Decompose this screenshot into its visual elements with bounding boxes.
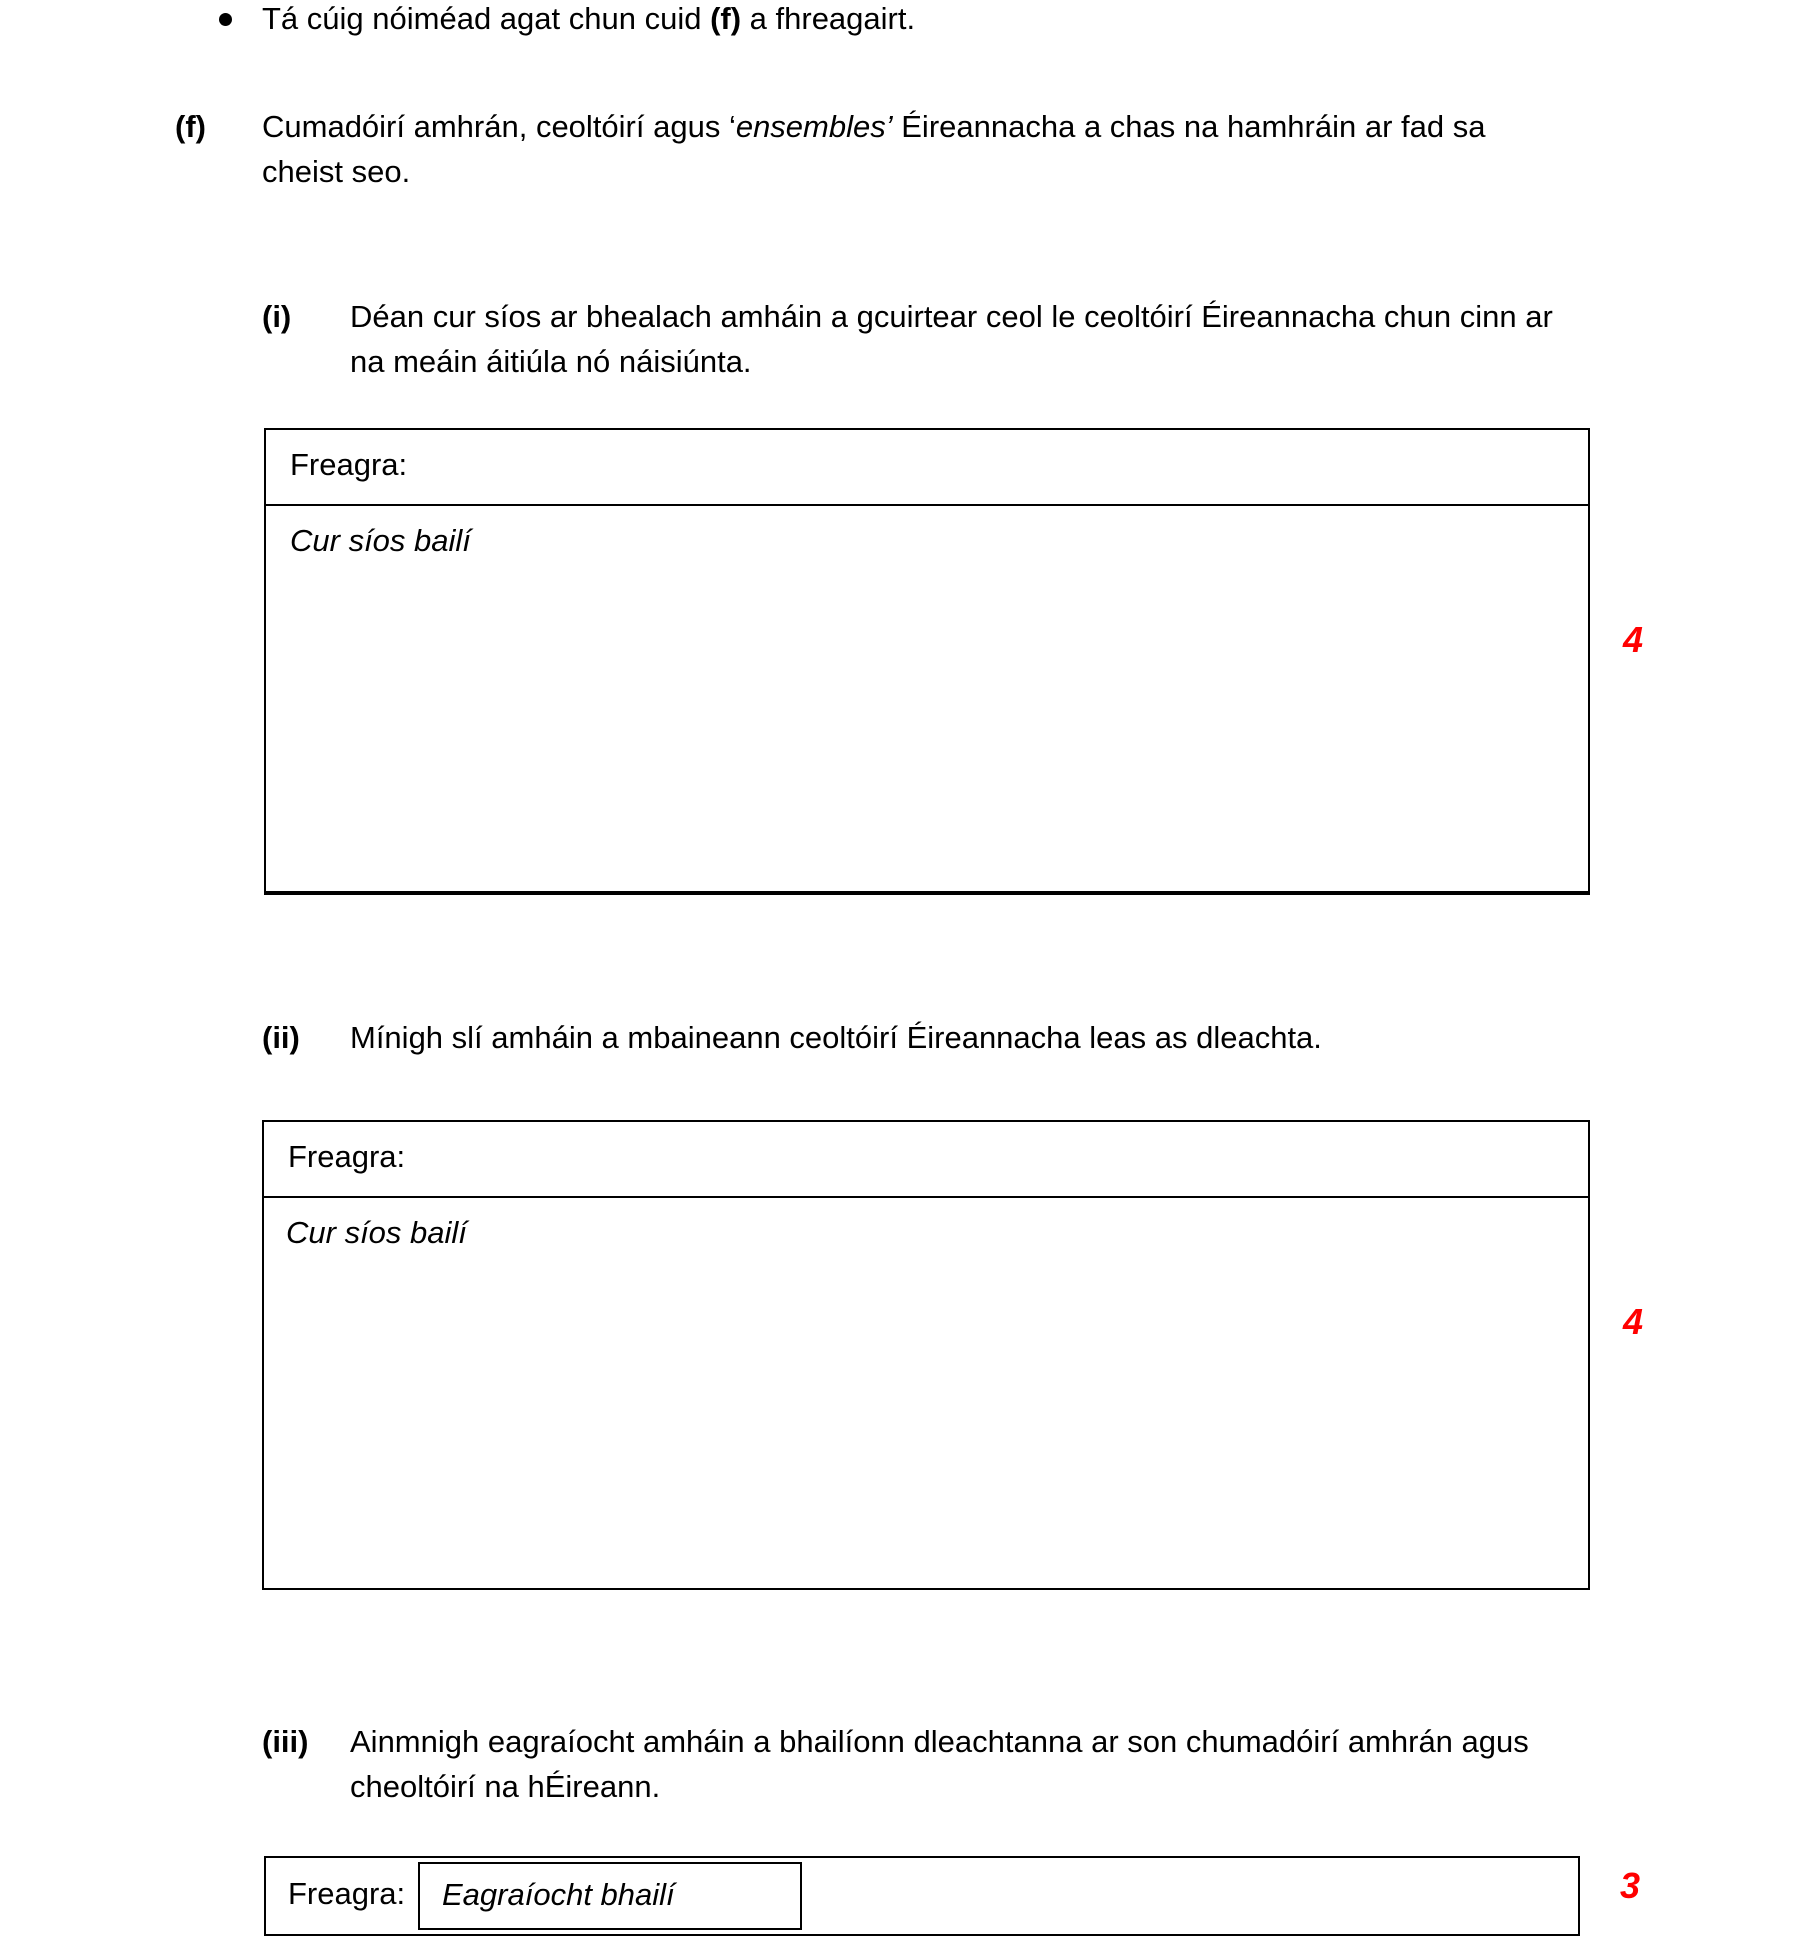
instruction-suffix: a fhreagairt.	[741, 1, 916, 36]
question-iii-label: (iii)	[262, 1724, 309, 1759]
part-f-intro-before: Cumadóirí amhrán, ceoltóirí agus ‘	[262, 109, 736, 144]
part-f-intro-italic: ensembles’	[735, 109, 893, 144]
marks-ii: 4	[1622, 1301, 1644, 1342]
answer-label: Freagra:	[288, 1139, 406, 1174]
answer-box-ii[interactable]	[262, 1120, 1590, 1590]
question-i-text-line2: na meáin áitiúla nó náisiúnta.	[350, 344, 752, 379]
answer-box-iii[interactable]	[264, 1856, 1580, 1936]
part-f-intro-line1	[262, 104, 1485, 149]
question-i-label: (i)	[262, 299, 292, 334]
marks-i: 4	[1622, 619, 1644, 660]
question-iii-text-line1: Ainmnigh eagraíocht amháin a bhailíonn dleachtanna ar son chumadóirí amhrán agus	[350, 1724, 1529, 1759]
answer-hint: Eagraíocht bhailí	[442, 1877, 675, 1912]
question-ii-label: (ii)	[262, 1020, 300, 1055]
question-i-text-line1: Déan cur síos ar bhealach amháin a gcuirtear ceol le ceoltóirí Éireannacha chun cinn ar	[350, 299, 1553, 334]
instruction-text	[262, 0, 915, 41]
answer-box-i[interactable]	[264, 428, 1590, 895]
answer-hint: Cur síos bailí	[290, 523, 471, 558]
part-f-label: (f)	[175, 109, 206, 144]
answer-box-i-header	[266, 430, 1588, 506]
instruction-part-ref: (f)	[710, 1, 742, 36]
answer-hint: Cur síos bailí	[286, 1215, 467, 1250]
answer-label: Freagra:	[288, 1876, 406, 1911]
part-f-intro-line2: cheist seo.	[262, 154, 411, 189]
marks-iii: 3	[1619, 1865, 1641, 1906]
question-ii-text-line1: Mínigh slí amháin a mbaineann ceoltóirí Éireannacha leas as dleachta.	[350, 1020, 1322, 1055]
answer-value-field[interactable]	[418, 1862, 802, 1930]
instruction-prefix: Tá cúig nóiméad agat chun cuid	[262, 1, 711, 36]
question-iii-text-line2: cheoltóirí na hÉireann.	[350, 1769, 661, 1804]
answer-label: Freagra:	[290, 447, 408, 482]
bullet-dot-icon	[219, 13, 232, 26]
part-f-intro-after: Éireannacha a chas na hamhráin ar fad sa	[892, 109, 1486, 144]
answer-box-ii-header	[264, 1122, 1588, 1198]
